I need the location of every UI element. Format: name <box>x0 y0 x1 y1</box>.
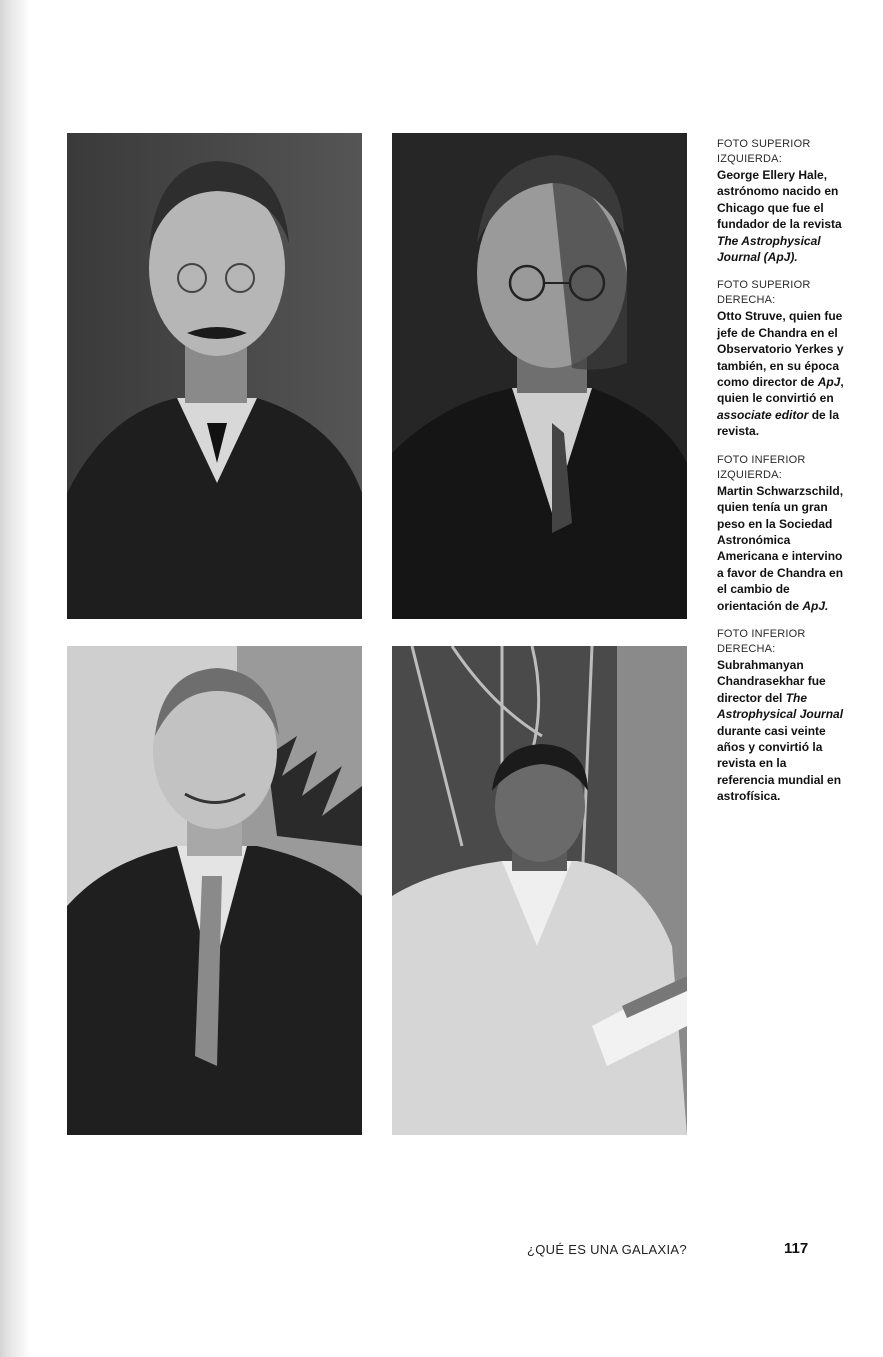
running-footer-title: ¿QUÉ ES UNA GALAXIA? <box>527 1242 687 1257</box>
caption-label: FOTO SUPERIOR DERECHA: <box>717 279 811 307</box>
caption-label: FOTO SUPERIOR IZQUIERDA: <box>717 138 811 165</box>
caption-bottom-right <box>717 627 847 805</box>
book-gutter-shadow <box>0 0 30 1357</box>
caption-text: George Ellery Hale, astrónomo nacido en Chicago que fue el fundador de la revista The Astrophysical Journal (ApJ). <box>717 168 842 265</box>
caption-label: FOTO INFERIOR DERECHA: <box>717 627 806 655</box>
photo-top-right-portrait <box>392 133 687 619</box>
caption-label: FOTO INFERIOR IZQUIERDA: <box>717 453 806 481</box>
page-number: 117 <box>784 1240 809 1257</box>
caption-bottom-left <box>717 453 847 614</box>
caption-text: Martin Schwarzschild, quien tenía un gran peso en la Sociedad Astronómica Americana e intervino a favor de Chandra en el cambio de orientación de ApJ. <box>717 483 844 613</box>
photo-top-left-portrait <box>67 133 362 619</box>
caption-top-left <box>717 137 847 265</box>
caption-text: Otto Struve, quien fue jefe de Chandra en el Observatorio Yerkes y también, en su época como director de ApJ, quien le convirtió en associate editor de la revista. <box>717 309 844 439</box>
photo-bottom-left-portrait <box>67 646 362 1135</box>
caption-text: Subrahmanyan Chandrasekhar fue director del The Astrophysical Journal durante casi veinte años y convirtió la revista en la referencia mundial en astrofísica. <box>717 657 844 804</box>
caption-top-right <box>717 278 847 439</box>
photo-bottom-right-portrait <box>392 646 687 1135</box>
photo-captions <box>717 137 847 818</box>
